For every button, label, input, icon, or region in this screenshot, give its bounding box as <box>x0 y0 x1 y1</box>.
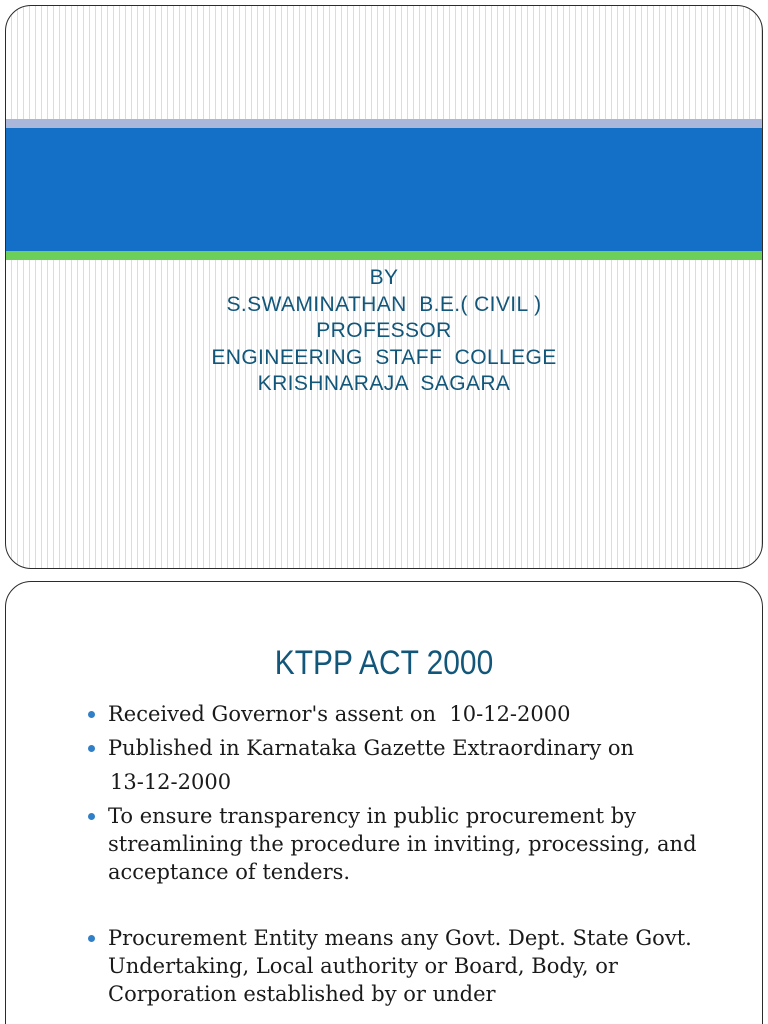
byline-by: BY <box>369 266 399 289</box>
slide-title: KTPP ACT 2000 <box>274 644 494 682</box>
bullet-item-transparency <box>86 802 746 886</box>
author-byline <box>6 265 762 398</box>
bullet-icon <box>88 813 95 820</box>
bullet-text: Published in Karnataka Gazette Extraordinary on <box>108 736 635 760</box>
byline-designation: PROFESSOR <box>316 319 452 342</box>
title-band-bottom-stripe <box>6 251 762 260</box>
title-band-top-stripe <box>6 119 762 128</box>
bullet-item-gazette <box>86 734 746 762</box>
title-band <box>6 128 762 251</box>
bullet-icon <box>88 745 95 752</box>
bullet-item-procurement-entity <box>86 924 746 1008</box>
bullet-icon <box>88 935 95 942</box>
byline-author: S.SWAMINATHAN B.E.( CIVIL ) <box>226 292 542 316</box>
bullet-icon <box>88 711 95 718</box>
bullet-text: To ensure transparency in public procurement by streamlining the procedure in inviting, processing, and acceptance of tenders. <box>108 804 704 884</box>
bullet-list <box>86 700 746 1008</box>
bullet-continuation-date <box>86 768 746 796</box>
byline-location: KRISHNARAJA SAGARA <box>257 372 511 395</box>
bullet-item-assent <box>86 700 746 728</box>
byline-institution: ENGINEERING STAFF COLLEGE <box>211 345 557 369</box>
bullet-text: 13-12-2000 <box>110 770 232 794</box>
title-slide <box>5 5 763 569</box>
content-slide <box>5 581 763 1024</box>
bullet-text: Received Governor's assent on 10-12-2000 <box>108 702 571 726</box>
bullet-text: Procurement Entity means any Govt. Dept. State Govt. Undertaking, Local authority or Board, Body, or Corporation established by or under <box>108 926 699 1006</box>
